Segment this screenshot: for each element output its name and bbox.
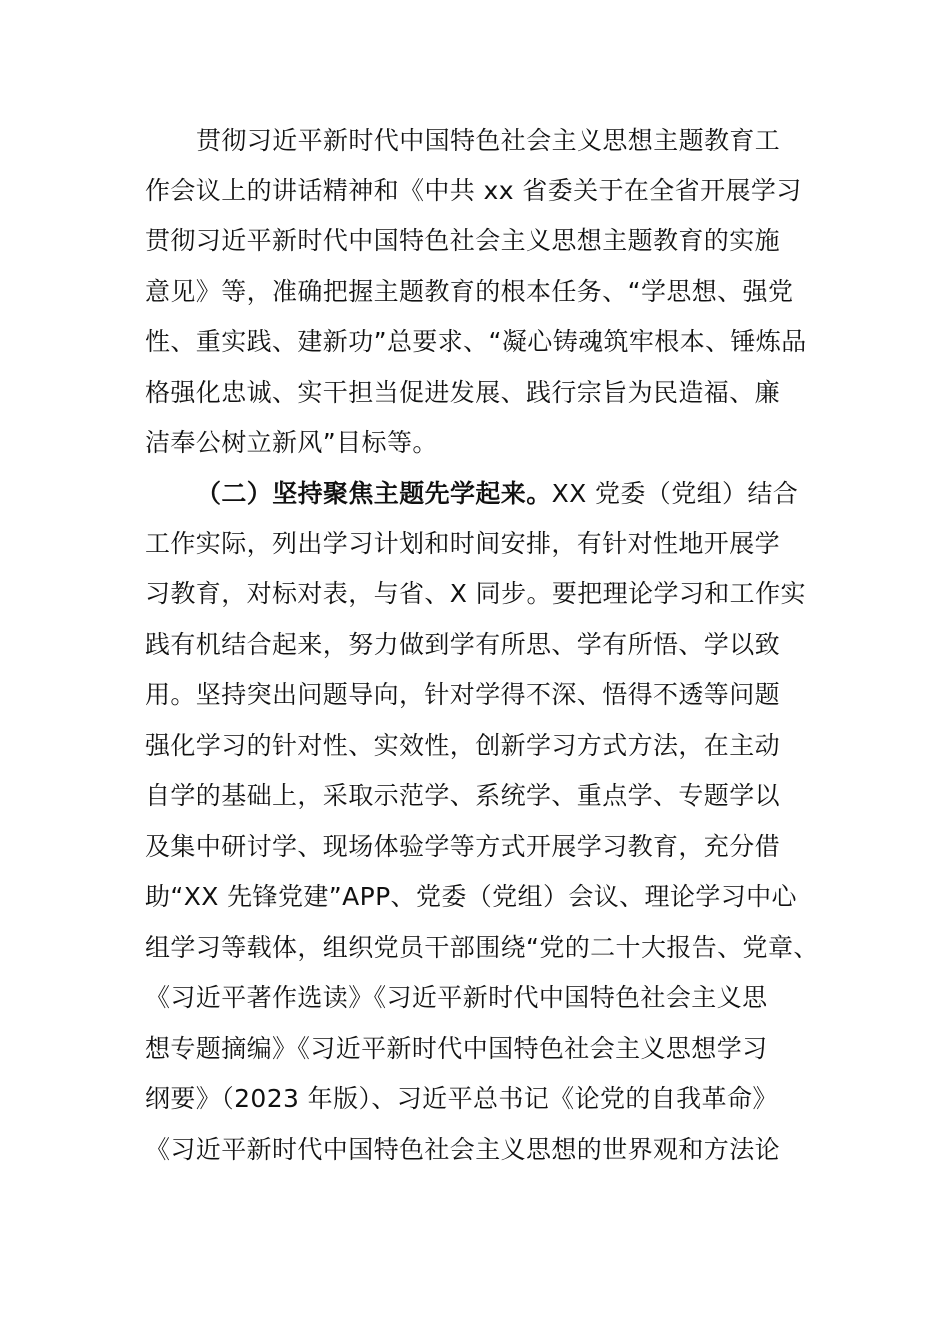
paragraph-2-line-13: 纲要》（2023 年版）、习近平总书记《论党的自我革命》 [145,1084,778,1113]
paragraph-2-line-14: 《习近平新时代中国特色社会主义思想的世界观和方法论 [145,1135,781,1164]
paragraph-2-line-3: 习教育，对标对表，与省、X 同步。要把理论学习和工作实 [145,579,806,608]
paragraph-2-line-12: 想专题摘编》《习近平新时代中国特色社会主义思想学习 [145,1034,768,1063]
paragraph-2-line-1 [196,474,798,514]
paragraph-1-line-7: 洁奉公树立新风”目标等。 [145,428,438,457]
paragraph-2-line-5: 用。坚持突出问题导向，针对学得不深、悟得不透等问题 [145,680,781,709]
paragraph-2-line-7: 自学的基础上，采取示范学、系统学、重点学、专题学以 [145,781,781,810]
paragraph-2-line-1-text: XX 党委（党组）结合 [551,479,799,508]
paragraph-1-line-4: 意见》等，准确把握主题教育的根本任务、“学思想、强党 [145,277,794,306]
section-heading: （二）坚持聚焦主题先学起来。 [196,479,552,508]
paragraph-2-line-6: 强化学习的针对性、实效性，创新学习方式方法，在主动 [145,731,781,760]
paragraph-2-line-4: 践有机结合起来，努力做到学有所思、学有所悟、学以致 [145,630,781,659]
paragraph-2-line-2: 工作实际，列出学习计划和时间安排，有针对性地开展学 [145,529,781,558]
paragraph-1-line-6: 格强化忠诚、实干担当促进发展、践行宗旨为民造福、廉 [145,378,781,407]
paragraph-2-line-9: 助“XX 先锋党建”APP、党委（党组）会议、理论学习中心 [145,882,797,911]
paragraph-1-line-2: 作会议上的讲话精神和《中共 xx 省委关于在全省开展学习 [145,176,802,205]
paragraph-1-line-1: 贯彻习近平新时代中国特色社会主义思想主题教育工 [196,126,781,155]
paragraph-2-line-10: 组学习等载体，组织党员干部围绕“党的二十大报告、党章、 [145,933,819,962]
paragraph-1-line-5: 性、重实践、建新功”总要求、“凝心铸魂筑牢根本、锤炼品 [145,327,807,356]
paragraph-2-line-11: 《习近平著作选读》《习近平新时代中国特色社会主义思 [145,983,768,1012]
paragraph-1-line-3: 贯彻习近平新时代中国特色社会主义思想主题教育的实施 [145,226,781,255]
paragraph-2-line-8: 及集中研讨学、现场体验学等方式开展学习教育，充分借 [145,832,781,861]
